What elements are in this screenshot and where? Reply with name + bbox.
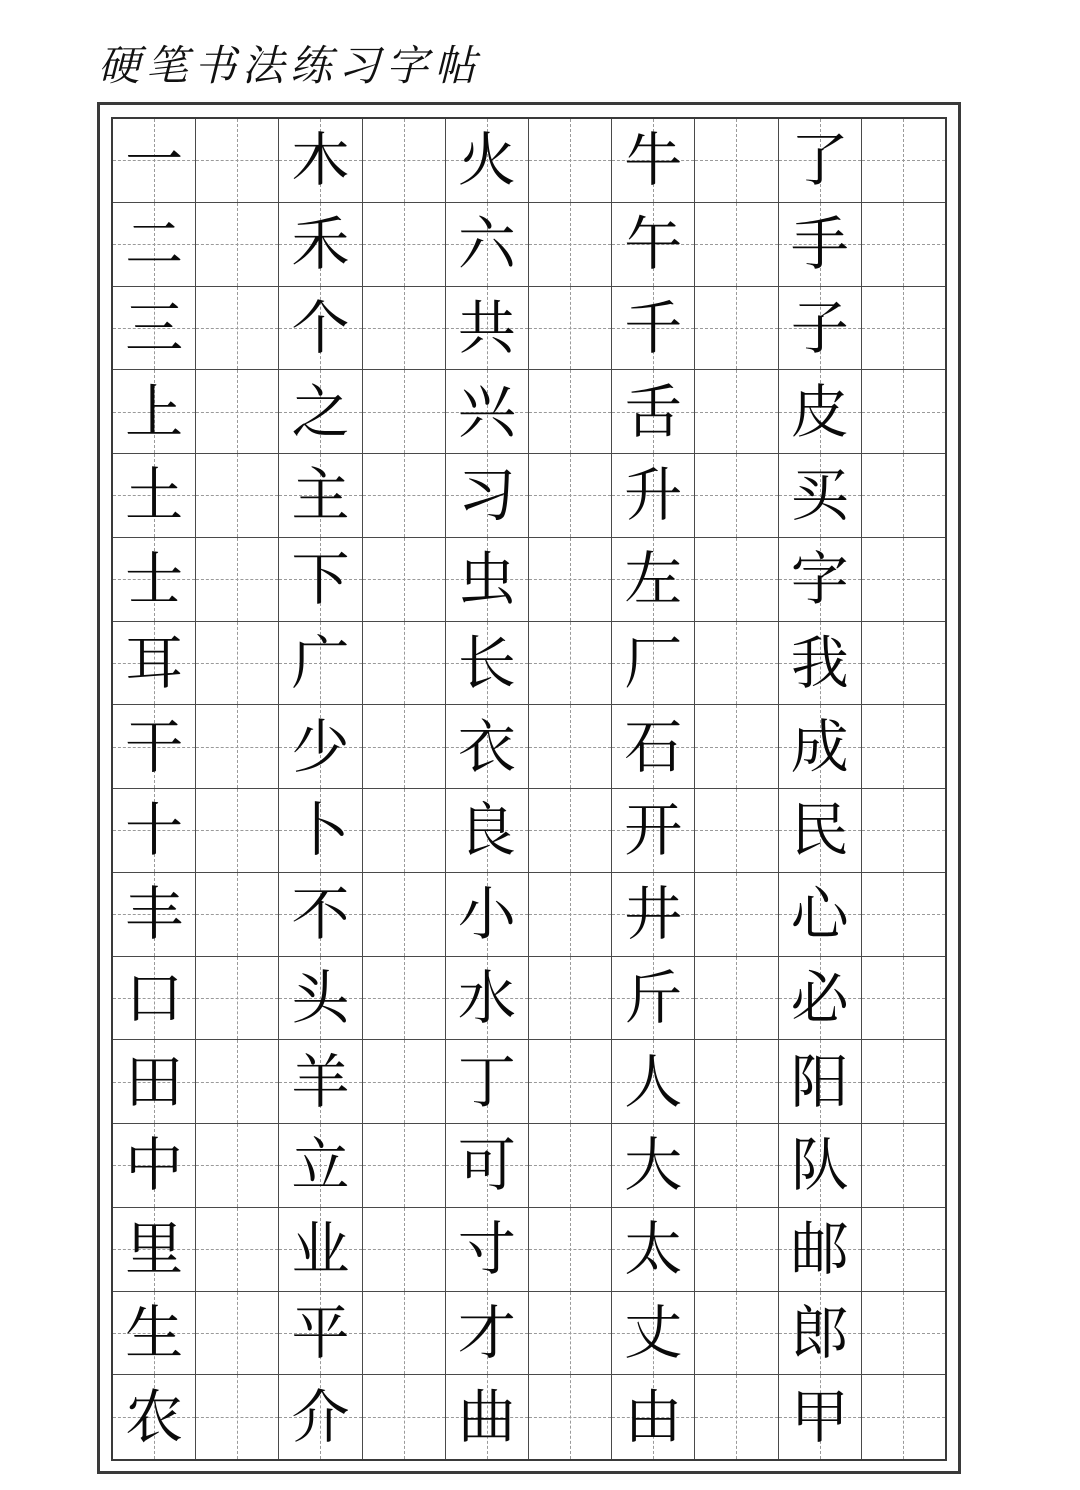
model-character-cell — [446, 1292, 529, 1376]
practice-cell — [363, 370, 446, 454]
model-character: 干 — [125, 712, 184, 781]
practice-cell — [529, 538, 612, 622]
practice-cell — [363, 1292, 446, 1376]
practice-cell — [695, 705, 778, 789]
practice-cell — [363, 789, 446, 873]
model-character-cell — [279, 287, 362, 371]
practice-cell — [363, 957, 446, 1041]
model-character-cell — [279, 1124, 362, 1208]
practice-cell — [862, 873, 945, 957]
model-character-cell — [446, 119, 529, 203]
model-character: 主 — [291, 461, 350, 530]
model-character: 由 — [624, 1383, 683, 1452]
practice-cell — [196, 119, 279, 203]
page-title: 硬笔书法练习字帖 — [98, 41, 483, 90]
practice-cell — [862, 1208, 945, 1292]
model-character-cell — [113, 1040, 196, 1124]
model-character: 升 — [624, 461, 683, 530]
practice-cell — [363, 1375, 446, 1459]
practice-cell — [196, 1375, 279, 1459]
practice-cell — [529, 873, 612, 957]
model-character-cell — [779, 203, 862, 287]
model-character-cell — [612, 1040, 695, 1124]
practice-cell — [529, 1208, 612, 1292]
model-character: 共 — [457, 293, 516, 362]
practice-cell — [862, 119, 945, 203]
model-character: 上 — [125, 377, 184, 446]
practice-cell — [529, 370, 612, 454]
practice-cell — [695, 119, 778, 203]
model-character: 阳 — [790, 1047, 849, 1116]
model-character-cell — [779, 538, 862, 622]
model-character: 十 — [125, 796, 184, 865]
practice-cell — [363, 203, 446, 287]
practice-cell — [196, 957, 279, 1041]
model-character: 六 — [457, 210, 516, 279]
practice-cell — [196, 1208, 279, 1292]
practice-cell — [529, 1124, 612, 1208]
model-character: 农 — [125, 1383, 184, 1452]
model-character-cell — [446, 789, 529, 873]
model-character: 丈 — [624, 1298, 683, 1367]
model-character-cell — [113, 622, 196, 706]
practice-cell — [862, 538, 945, 622]
practice-cell — [529, 203, 612, 287]
model-character-cell — [279, 957, 362, 1041]
model-character-cell — [612, 1375, 695, 1459]
model-character-cell — [446, 1208, 529, 1292]
model-character-cell — [779, 1375, 862, 1459]
practice-cell — [862, 203, 945, 287]
model-character-cell — [113, 1292, 196, 1376]
model-character-cell — [779, 287, 862, 371]
model-character: 牛 — [624, 126, 683, 195]
practice-cell — [862, 287, 945, 371]
model-character: 良 — [457, 796, 516, 865]
model-character-cell — [779, 622, 862, 706]
model-character: 斤 — [624, 963, 683, 1032]
model-character-cell — [779, 789, 862, 873]
practice-cell — [196, 1124, 279, 1208]
practice-cell — [196, 873, 279, 957]
practice-cell — [196, 203, 279, 287]
practice-cell — [363, 622, 446, 706]
model-character: 大 — [624, 1131, 683, 1200]
model-character-cell — [779, 370, 862, 454]
practice-cell — [695, 287, 778, 371]
model-character: 火 — [457, 126, 516, 195]
model-character-cell — [612, 1292, 695, 1376]
model-character: 字 — [790, 545, 849, 614]
model-character-cell — [446, 454, 529, 538]
practice-cell — [695, 454, 778, 538]
practice-cell — [529, 1375, 612, 1459]
model-character-cell — [446, 705, 529, 789]
practice-cell — [363, 538, 446, 622]
model-character-cell — [279, 538, 362, 622]
practice-cell — [695, 1208, 778, 1292]
model-character-cell — [446, 1375, 529, 1459]
model-character: 郎 — [790, 1298, 849, 1367]
practice-cell — [529, 705, 612, 789]
model-character-cell — [612, 203, 695, 287]
model-character-cell — [446, 1040, 529, 1124]
model-character-cell — [113, 287, 196, 371]
model-character-cell — [612, 1208, 695, 1292]
model-character: 人 — [624, 1047, 683, 1116]
model-character-cell — [612, 622, 695, 706]
model-character-cell — [113, 1124, 196, 1208]
practice-cell — [196, 705, 279, 789]
model-character-cell — [779, 957, 862, 1041]
practice-cell — [363, 705, 446, 789]
model-character: 石 — [624, 712, 683, 781]
model-character-cell — [279, 873, 362, 957]
model-character-cell — [446, 203, 529, 287]
model-character-cell — [779, 705, 862, 789]
model-character: 必 — [790, 963, 849, 1032]
practice-cell — [196, 1040, 279, 1124]
model-character-cell — [779, 1292, 862, 1376]
practice-cell — [695, 203, 778, 287]
model-character: 三 — [125, 293, 184, 362]
practice-cell — [695, 1375, 778, 1459]
practice-cell — [862, 957, 945, 1041]
model-character-cell — [446, 957, 529, 1041]
practice-cell — [862, 1375, 945, 1459]
model-character: 水 — [457, 963, 516, 1032]
practice-cell — [695, 789, 778, 873]
model-character-cell — [779, 1040, 862, 1124]
model-character: 不 — [291, 880, 350, 949]
practice-cell — [862, 1292, 945, 1376]
practice-cell — [363, 287, 446, 371]
model-character-cell — [279, 1040, 362, 1124]
model-character: 才 — [457, 1298, 516, 1367]
model-character: 口 — [125, 963, 184, 1032]
model-character: 小 — [457, 880, 516, 949]
model-character-cell — [279, 789, 362, 873]
model-character-cell — [612, 789, 695, 873]
practice-cell — [695, 622, 778, 706]
model-character-cell — [279, 454, 362, 538]
model-character: 立 — [291, 1131, 350, 1200]
practice-cell — [529, 622, 612, 706]
practice-cell — [529, 957, 612, 1041]
practice-cell — [196, 622, 279, 706]
model-character-cell — [279, 119, 362, 203]
practice-cell — [529, 789, 612, 873]
practice-cell — [529, 119, 612, 203]
model-character: 之 — [291, 377, 350, 446]
practice-cell — [363, 454, 446, 538]
model-character: 子 — [790, 293, 849, 362]
model-character: 兴 — [457, 377, 516, 446]
practice-cell — [695, 873, 778, 957]
model-character-cell — [113, 370, 196, 454]
model-character: 寸 — [457, 1215, 516, 1284]
model-character-cell — [446, 873, 529, 957]
model-character: 田 — [125, 1047, 184, 1116]
model-character: 丁 — [457, 1047, 516, 1116]
model-character: 耳 — [125, 628, 184, 697]
model-character-cell — [279, 705, 362, 789]
practice-cell — [695, 1292, 778, 1376]
model-character: 买 — [790, 461, 849, 530]
model-character: 个 — [291, 293, 350, 362]
model-character-cell — [113, 119, 196, 203]
practice-cell — [862, 1124, 945, 1208]
model-character: 了 — [790, 126, 849, 195]
model-character: 卜 — [291, 796, 350, 865]
model-character-cell — [612, 957, 695, 1041]
model-character-cell — [279, 370, 362, 454]
practice-cell — [862, 622, 945, 706]
practice-cell — [862, 789, 945, 873]
model-character: 我 — [790, 628, 849, 697]
model-character: 羊 — [291, 1047, 350, 1116]
model-character-cell — [612, 873, 695, 957]
model-character: 井 — [624, 880, 683, 949]
model-character: 甲 — [790, 1383, 849, 1452]
model-character: 下 — [291, 545, 350, 614]
model-character: 左 — [624, 545, 683, 614]
model-character-cell — [113, 957, 196, 1041]
model-character: 千 — [624, 293, 683, 362]
practice-cell — [363, 1208, 446, 1292]
model-character: 禾 — [291, 210, 350, 279]
practice-cell — [196, 1292, 279, 1376]
model-character-cell — [446, 1124, 529, 1208]
copybook-frame — [97, 102, 961, 1474]
model-character-cell — [279, 1292, 362, 1376]
model-character-cell — [612, 1124, 695, 1208]
model-character-cell — [113, 454, 196, 538]
model-character: 头 — [291, 963, 350, 1032]
model-character: 皮 — [790, 377, 849, 446]
model-character: 广 — [291, 628, 350, 697]
practice-cell — [363, 1124, 446, 1208]
copybook-grid — [111, 117, 947, 1461]
practice-cell — [695, 1040, 778, 1124]
model-character: 二 — [125, 210, 184, 279]
model-character: 丰 — [125, 880, 184, 949]
model-character: 太 — [624, 1215, 683, 1284]
model-character-cell — [279, 1375, 362, 1459]
model-character: 长 — [457, 628, 516, 697]
model-character: 舌 — [624, 377, 683, 446]
model-character: 虫 — [457, 545, 516, 614]
model-character-cell — [612, 119, 695, 203]
model-character: 邮 — [790, 1215, 849, 1284]
model-character: 平 — [291, 1298, 350, 1367]
model-character: 曲 — [457, 1383, 516, 1452]
model-character-cell — [612, 454, 695, 538]
model-character: 手 — [790, 210, 849, 279]
practice-cell — [695, 370, 778, 454]
model-character: 可 — [457, 1131, 516, 1200]
model-character-cell — [279, 203, 362, 287]
practice-cell — [196, 370, 279, 454]
model-character-cell — [779, 873, 862, 957]
model-character-cell — [113, 1208, 196, 1292]
model-character-cell — [779, 454, 862, 538]
practice-cell — [862, 1040, 945, 1124]
model-character: 开 — [624, 796, 683, 865]
model-character: 心 — [790, 880, 849, 949]
model-character: 中 — [125, 1131, 184, 1200]
model-character: 习 — [457, 461, 516, 530]
practice-cell — [862, 705, 945, 789]
model-character-cell — [446, 538, 529, 622]
model-character: 成 — [790, 712, 849, 781]
practice-cell — [363, 1040, 446, 1124]
practice-cell — [196, 538, 279, 622]
practice-cell — [529, 287, 612, 371]
practice-cell — [196, 789, 279, 873]
model-character: 木 — [291, 126, 350, 195]
model-character: 士 — [125, 545, 184, 614]
practice-cell — [695, 957, 778, 1041]
practice-cell — [529, 1292, 612, 1376]
model-character: 生 — [125, 1298, 184, 1367]
model-character-cell — [113, 705, 196, 789]
practice-cell — [363, 119, 446, 203]
model-character-cell — [612, 705, 695, 789]
model-character: 一 — [125, 126, 184, 195]
model-character: 里 — [125, 1215, 184, 1284]
practice-cell — [529, 454, 612, 538]
model-character-cell — [779, 1124, 862, 1208]
model-character-cell — [779, 119, 862, 203]
model-character-cell — [113, 538, 196, 622]
model-character-cell — [446, 287, 529, 371]
practice-cell — [862, 370, 945, 454]
model-character-cell — [113, 873, 196, 957]
model-character-cell — [612, 287, 695, 371]
practice-cell — [363, 873, 446, 957]
model-character: 午 — [624, 210, 683, 279]
model-character: 土 — [125, 461, 184, 530]
practice-cell — [862, 454, 945, 538]
model-character-cell — [113, 1375, 196, 1459]
practice-cell — [695, 538, 778, 622]
model-character-cell — [612, 370, 695, 454]
practice-cell — [695, 1124, 778, 1208]
model-character: 厂 — [624, 628, 683, 697]
model-character-cell — [279, 1208, 362, 1292]
model-character: 业 — [291, 1215, 350, 1284]
model-character: 衣 — [457, 712, 516, 781]
model-character: 队 — [790, 1131, 849, 1200]
practice-cell — [196, 287, 279, 371]
practice-cell — [196, 454, 279, 538]
model-character-cell — [446, 370, 529, 454]
model-character-cell — [446, 622, 529, 706]
model-character-cell — [779, 1208, 862, 1292]
model-character-cell — [612, 538, 695, 622]
model-character-cell — [113, 203, 196, 287]
practice-cell — [529, 1040, 612, 1124]
model-character-cell — [113, 789, 196, 873]
model-character-cell — [279, 622, 362, 706]
model-character: 少 — [291, 712, 350, 781]
model-character: 民 — [790, 796, 849, 865]
model-character: 介 — [291, 1383, 350, 1452]
